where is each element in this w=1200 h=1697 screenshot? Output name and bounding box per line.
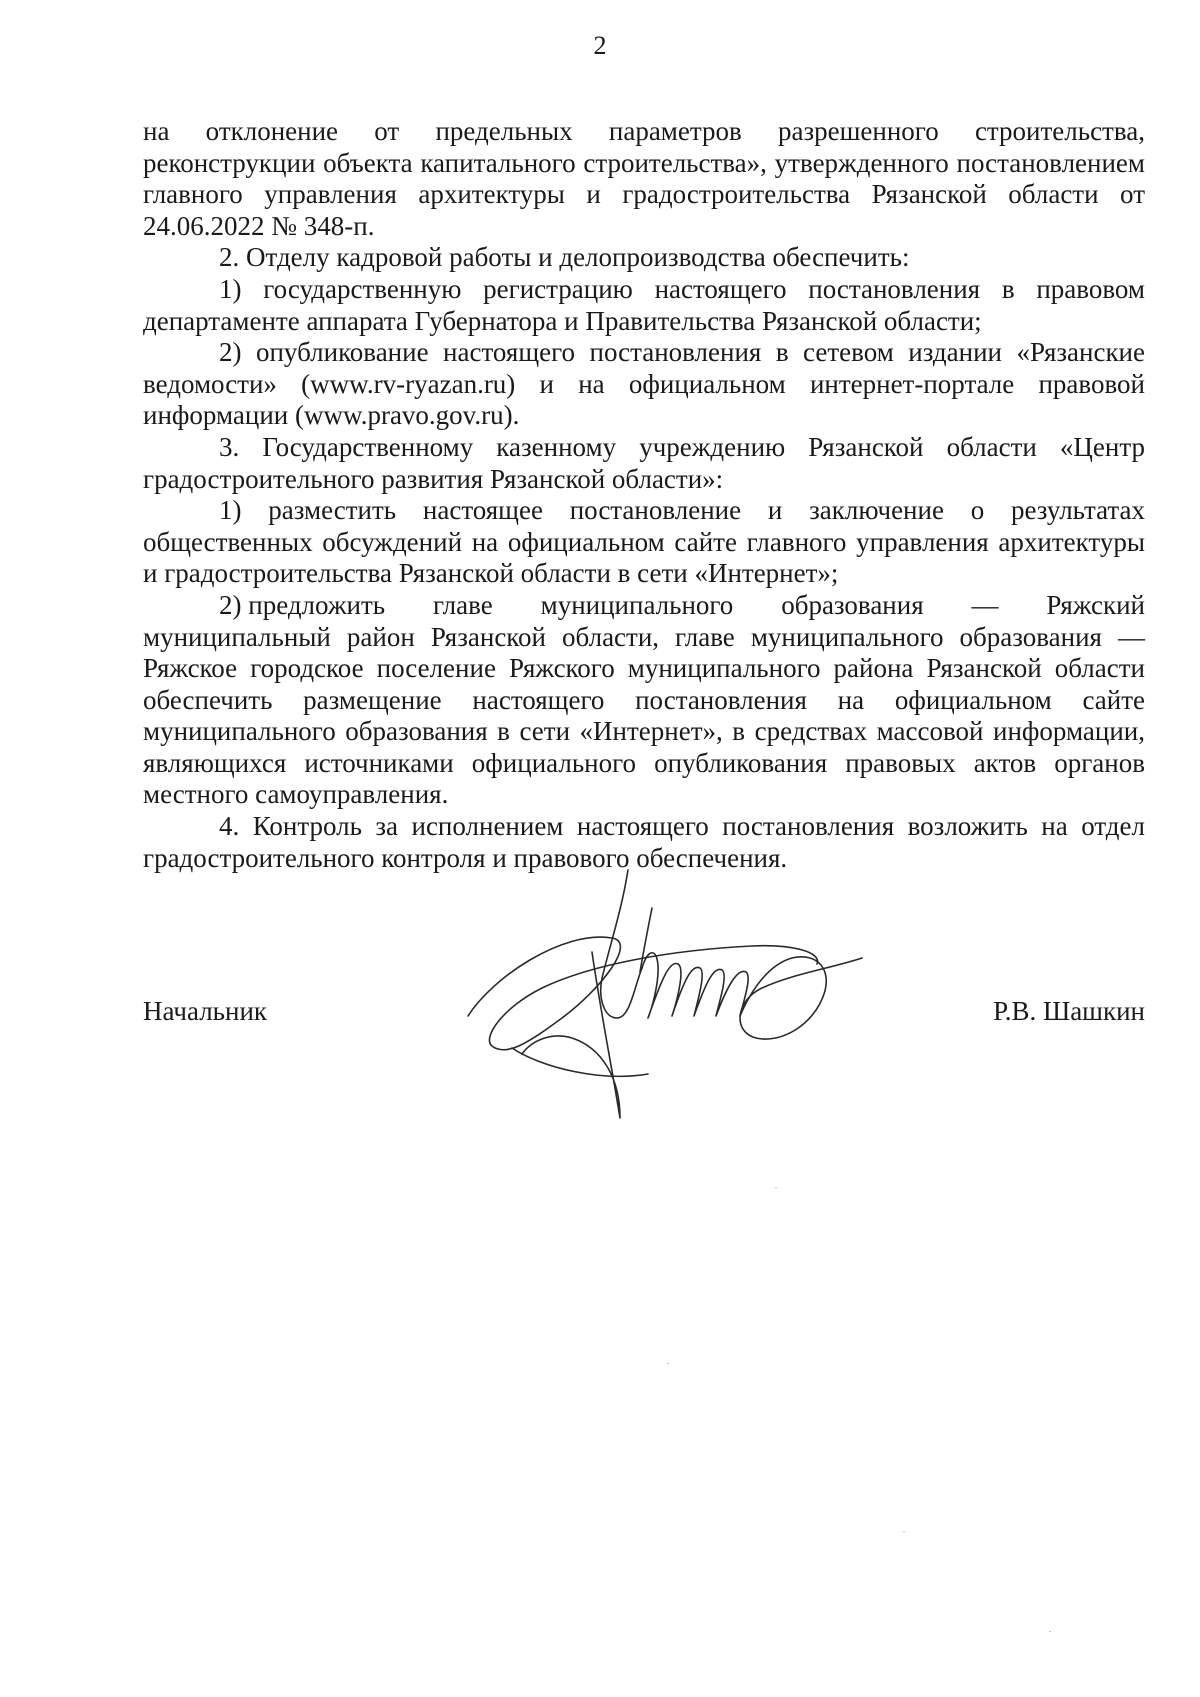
word: образования [781,589,924,620]
paragraph-continuation: на отклонение от предельных параметров разрешенного строительства, реконструкции объекта капитального строительства», утвержденного постановлением главного управления архитектуры и градостроительства Рязанской области от 24.06.2022 № 348-п. [143,116,1145,241]
scan-speck [903,1531,905,1532]
paragraph-item-3-1: 1) разместить настоящее постановление и заключение о результатах общественных обсуждений на официальном сайте главного управления архитектуры и градостроительства Рязанской области в сети «Интернет»; [143,495,1145,589]
paragraph-item-3-2 [143,590,1145,811]
word: муниципального [540,589,734,620]
paragraph-item-3-2-first-line [143,590,1145,622]
scan-speck [775,1187,777,1188]
document-body [143,116,1145,874]
paragraph-item-2-1: 1) государственную регистрацию настоящего постановления в правовом департаменте аппарата Губернатора и Правительства Рязанской области; [143,273,1145,336]
word: главе [432,589,493,620]
signatory-position: Начальник [143,996,268,1026]
paragraph-item-2: 2. Отделу кадровой работы и делопроизводства обеспечить: [219,242,910,273]
handwritten-signature [452,868,872,1130]
word: — [971,589,999,620]
scan-speck [1049,1631,1051,1632]
signatory-name: Р.В. Шашкин [993,996,1145,1026]
scan-speck [667,1363,669,1364]
paragraph-item-3: 3. Государственному казенному учреждению Рязанской области «Центр градостроительного развития Рязанской области»: [143,431,1145,494]
page-number: 2 [593,31,607,60]
word: 2) предложить [219,589,386,620]
paragraph-item-4: 4. Контроль за исполнением настоящего постановления возложить на отдел градостроительного контроля и правового обеспечения. [143,811,1145,873]
paragraph-item-2-2: 2) опубликование настоящего постановления в сетевом издании «Рязанские ведомости» (www.rv-ryazan.ru) и на официальном интернет-портале правовой информации (www.pravo.gov.ru). [143,337,1145,431]
paragraph-item-3-2-rest: муниципальный район Рязанской области, главе муниципального образования — Ряжское городское поселение Ряжского муниципального района Рязанской области обеспечить размещение настоящего постановления на официальном сайте муниципального образования в сети «Интернет», в средствах массовой информации, являющихся источниками официального опубликования правовых актов органов местного самоуправления. [143,621,1145,810]
word: Ряжский [1046,589,1145,620]
